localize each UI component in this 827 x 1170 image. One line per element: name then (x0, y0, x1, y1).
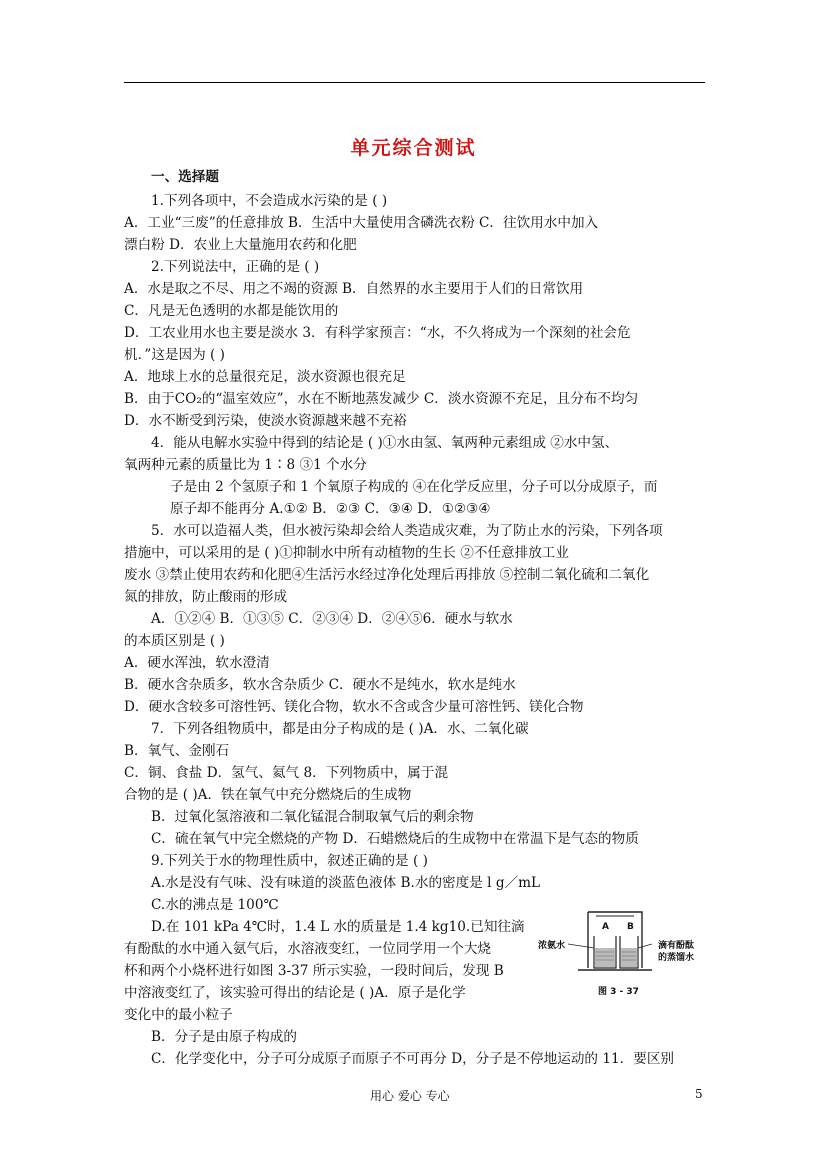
figure-caption: 图 3 - 37 (598, 987, 639, 997)
phenolphthalein-label-1: 滴有酚酞 (658, 941, 695, 951)
text-line: 氮的排放，防止酸雨的形成 (124, 589, 288, 605)
text-line: 的本质区别是 ( ) (124, 633, 225, 649)
text-line: D．工农业用水也主要是淡水 3．有科学家预言：“水，不久将成为一个深刻的社会危 (124, 325, 631, 341)
experiment-figure (538, 908, 708, 1008)
text-line: 子是由 2 个氢原子和 1 个氧原子构成的 ④在化学反应里，分子可以分成原子，而 (170, 479, 658, 495)
text-line: A.水是没有气味、没有味道的淡蓝色液体 B.水的密度是 l g／mL (151, 875, 541, 891)
text-line: B．分子是由原子构成的 (151, 1029, 297, 1045)
text-line: C．硫在氧气中完全燃烧的产物 D．石蜡燃烧后的生成物中在常温下是气态的物质 (151, 831, 639, 847)
text-line: 有酚酞的水中通入氨气后，水溶液变红，一位同学用一个大烧 (124, 941, 492, 957)
text-line: D．硬水含较多可溶性钙、镁化合物，软水不含或含少量可溶性钙、镁化合物 (124, 699, 584, 715)
text-line: 原子却不能再分 A.①② B．②③ C．③④ D．①②③④ (170, 501, 491, 517)
text-line: A．水是取之不尽、用之不竭的资源 B．自然界的水主要用于人们的日常饮用 (124, 281, 584, 297)
text-line: 合物的是 ( )A．铁在氧气中充分燃烧后的生成物 (124, 787, 412, 803)
text-line: 9.下列关于水的物理性质中，叙述正确的是 ( ) (151, 853, 428, 869)
phenolphthalein-label-2: 的蒸馏水 (658, 953, 695, 963)
text-line: D．水不断受到污染，使淡水资源越来越不充裕 (124, 413, 407, 429)
text-line: A．硬水浑浊，软水澄清 (124, 655, 270, 671)
text-line: 4．能从电解水实验中得到的结论是 ( )①水由氢、氧两种元素组成 ②水中氢、 (151, 435, 619, 451)
ammonia-label: 浓氨水 (538, 941, 566, 951)
text-line: 措施中，可以采用的是 ( )①抑制水中所有动植物的生长 ②不任意排放工业 (124, 545, 569, 561)
text-line: C.水的沸点是 100℃ (151, 897, 279, 913)
text-line: C．凡是无色透明的水都是能饮用的 (124, 303, 339, 319)
text-line: 机．”这是因为 ( ) (124, 347, 225, 363)
text-line: C．化学变化中，分子可分成原子而原子不可再分 D，分子是不停地运动的 11．要区别 (151, 1051, 675, 1067)
text-line: D.在 101 kPa 4℃时，1.4 L 水的质量是 1.4 kg10.已知往滴 (151, 919, 525, 935)
text-line: 7．下列各组物质中，都是由分子构成的是 ( )A．水、二氧化碳 (151, 721, 529, 737)
footer-slogan: 用心 爱心 专心 (370, 1089, 450, 1103)
page-number: 5 (695, 1087, 703, 1101)
text-line: 2.下列说法中，正确的是 ( ) (151, 259, 320, 275)
text-line: 变化中的最小粒子 (124, 1007, 233, 1023)
text-line: A．工业“三废”的任意排放 B．生活中大量使用含磷洗衣粉 C．往饮用水中加入 (124, 215, 599, 231)
text-line: B．硬水含杂质多，软水含杂质少 C．硬水不是纯水，软水是纯水 (124, 677, 516, 693)
beaker-a-label: A (602, 922, 609, 932)
beaker-b-label: B (627, 922, 634, 932)
text-line: B．过氧化氢溶液和二氧化锰混合制取氧气后的剩余物 (151, 809, 474, 825)
section-heading: 一、选择题 (151, 169, 219, 185)
text-line: 5．水可以造福人类，但水被污染却会给人类造成灾难，为了防止水的污染，下列各项 (151, 523, 663, 539)
text-line: 氧两种元素的质量比为 1∶8 ③1 个水分 (124, 457, 367, 473)
text-line: C．铜、食盐 D．氢气、氦气 8．下列物质中，属于混 (124, 765, 449, 781)
text-line: 漂白粉 D．农业上大量施用农药和化肥 (124, 237, 357, 253)
header-rule (124, 82, 705, 83)
text-line: 废水 ③禁止使用农药和化肥④生活污水经过净化处理后再排放 ⑤控制二氧化硫和二氧化 (124, 567, 650, 583)
text-line: A．①②④ B．①③⑤ C．②③④ D．②④⑤6．硬水与软水 (151, 611, 513, 627)
text-line: 1.下列各项中，不会造成水污染的是 ( ) (151, 193, 388, 209)
text-line: 杯和两个小烧杯进行如图 3-37 所示实验，一段时间后，发现 B (124, 963, 504, 979)
text-line: A．地球上水的总量很充足，淡水资源也很充足 (124, 369, 406, 385)
text-line: B．氧气、金刚石 (124, 743, 230, 759)
text-line: 中溶液变红了，该实验可得出的结论是 ( )A．原子是化学 (124, 985, 466, 1001)
page-title: 单元综合测试 (350, 137, 477, 159)
text-line: B．由于CO₂的“温室效应”，水在不断地蒸发减少 C．淡水资源不充足，且分布不均匀 (124, 391, 639, 407)
